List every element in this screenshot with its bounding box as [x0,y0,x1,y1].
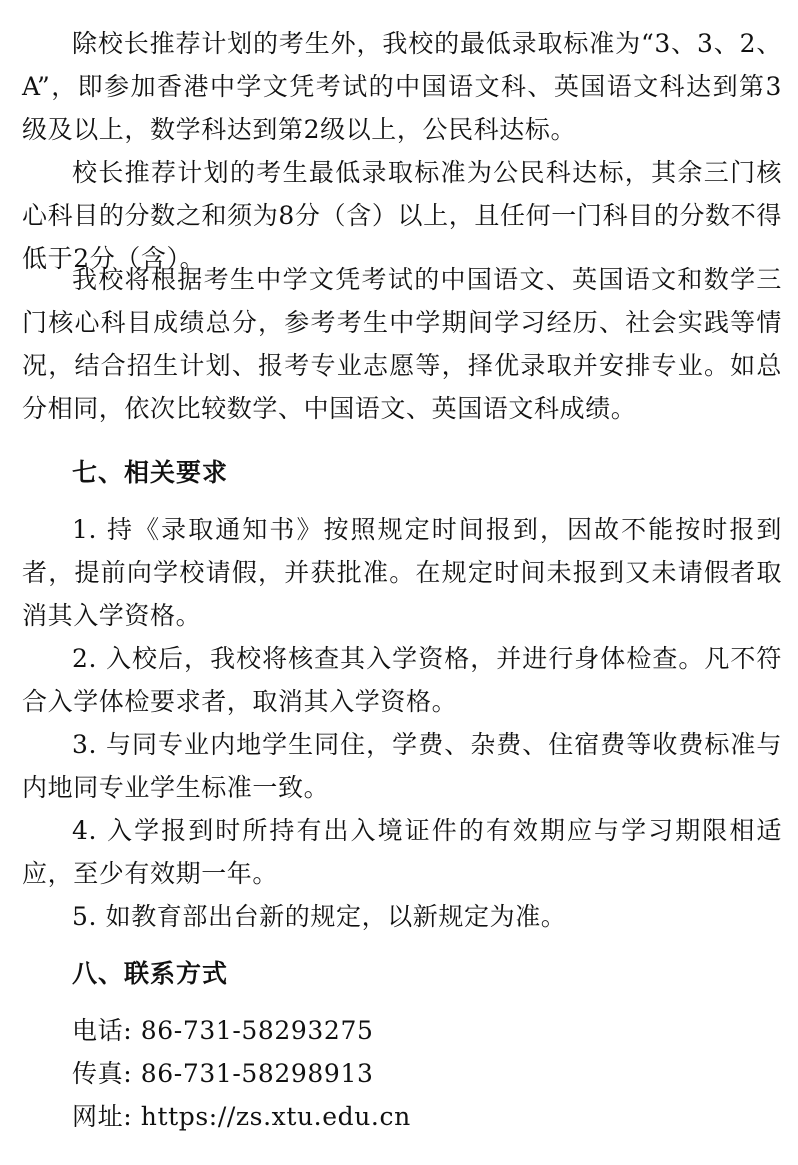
fax-label: 传真: [72,1059,133,1088]
website-link[interactable]: https://zs.xtu.edu.cn [140,1102,411,1131]
fax-value: 86-731-58298913 [140,1059,374,1088]
requirement-item-5: 5. 如教育部出台新的规定，以新规定为准。 [72,902,567,931]
contact-website [72,1095,411,1138]
contact-fax [72,1052,373,1095]
admission-standard-paragraph: 除校长推荐计划的考生外，我校的最低录取标准为“3、3、2、A”，即参加香港中学文凭考试的中国语文科、英国语文科达到第3级及以上，数学科达到第2级以上，公民科达标。 [22,29,782,144]
principal-recommendation-paragraph: 校长推荐计划的考生最低录取标准为公民科达标，其余三门核心科目的分数之和须为8分（含）以上，且任何一门科目的分数不得低于2分（含）。 [22,158,782,273]
requirement-item-4: 4. 入学报到时所持有出入境证件的有效期应与学习期限相适应，至少有效期一年。 [22,816,782,888]
selection-method-paragraph: 我校将根据考生中学文凭考试的中国语文、英国语文和数学三门核心科目成绩总分，参考考生中学期间学习经历、社会实践等情况，结合招生计划、报考专业志愿等，择优录取并安排专业。如总分相同，依次比较数学、中国语文、英国语文科成绩。 [22,265,782,423]
requirement-item-2: 2. 入校后，我校将核查其入学资格，并进行身体检查。凡不符合入学体检要求者，取消其入学资格。 [22,644,782,716]
requirement-item-1: 1. 持《录取通知书》按照规定时间报到，因故不能按时报到者，提前向学校请假，并获批准。在规定时间未报到又未请假者取消其入学资格。 [22,515,782,630]
section-7-heading: 七、相关要求 [72,458,229,487]
section-8-heading: 八、联系方式 [72,959,229,988]
phone-value: 86-731-58293275 [140,1016,374,1045]
requirement-item-3: 3. 与同专业内地学生同住，学费、杂费、住宿费等收费标准与内地同专业学生标准一致。 [22,730,782,802]
website-label: 网址: [72,1102,133,1131]
phone-label: 电话: [72,1016,133,1045]
contact-phone [72,1009,373,1052]
